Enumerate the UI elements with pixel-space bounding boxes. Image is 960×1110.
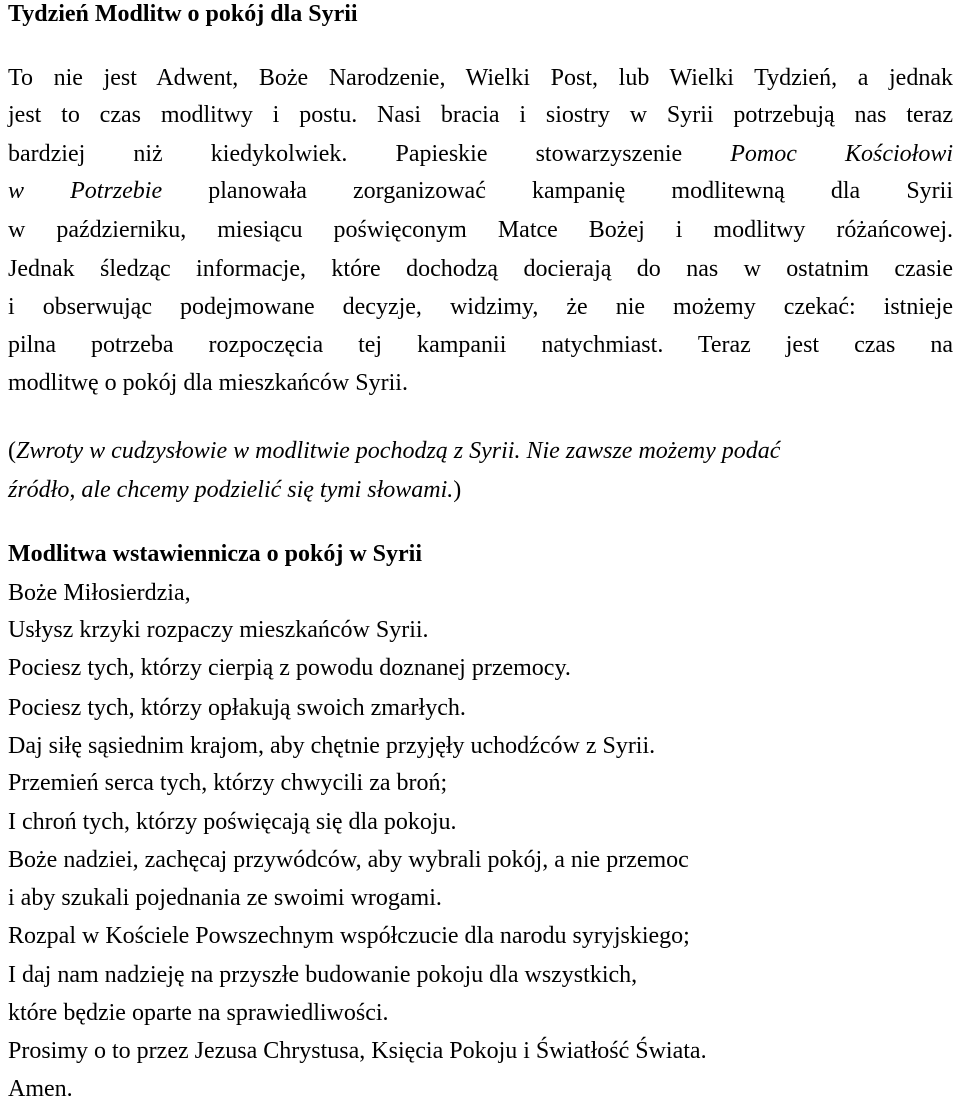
prayer-line: Przemień serca tych, którzy chwycili za broń;	[8, 770, 448, 796]
intro-line: jest to czas modlitwy i postu. Nasi bracia i siostry w Syrii potrzebują nas teraz	[8, 102, 953, 128]
prayer-line: Rozpal w Kościele Powszechnym współczucie dla narodu syryjskiego;	[8, 923, 690, 949]
prayer-line: i aby szukali pojednania ze swoimi wrogami.	[8, 885, 442, 911]
prayer-heading: Modlitwa wstawiennicza o pokój w Syrii	[8, 541, 422, 567]
intro-text: planowała zorganizować kampanię modlitewną dla Syrii	[208, 178, 953, 204]
organization-name-part1: Pomoc Kościołowi	[730, 141, 954, 167]
intro-line: pilna potrzeba rozpoczęcia tej kampanii natychmiast. Teraz jest czas na	[8, 332, 953, 358]
intro-line	[8, 139, 953, 169]
prayer-line: Prosimy o to przez Jezusa Chrystusa, Księcia Pokoju i Światłość Świata.	[8, 1038, 707, 1064]
intro-line: Jednak śledząc informacje, które dochodzą docierają do nas w ostatnim czasie	[8, 256, 953, 282]
note-text: Zwroty w cudzysłowie w modlitwie pochodzą z Syrii. Nie zawsze możemy podać	[16, 438, 781, 464]
prayer-line: I chroń tych, którzy poświęcają się dla pokoju.	[8, 809, 457, 835]
intro-line: i obserwując podejmowane decyzje, widzimy, że nie możemy czekać: istnieje	[8, 294, 953, 320]
note-line	[8, 436, 780, 466]
note-open-paren: (	[8, 438, 16, 464]
organization-name-part2: w Potrzebie	[8, 178, 163, 204]
note-text: źródło, ale chcemy podzielić się tymi słowami.	[8, 477, 454, 503]
prayer-line: Pociesz tych, którzy opłakują swoich zmarłych.	[8, 695, 466, 721]
intro-line: modlitwę o pokój dla mieszkańców Syrii.	[8, 370, 408, 396]
intro-line: w październiku, miesiącu poświęconym Matce Bożej i modlitwy różańcowej.	[8, 217, 953, 243]
intro-text: bardziej niż kiedykolwiek. Papieskie stowarzyszenie	[8, 141, 683, 167]
document-title: Tydzień Modlitw o pokój dla Syrii	[8, 1, 358, 27]
prayer-line: które będzie oparte na sprawiedliwości.	[8, 1000, 389, 1026]
prayer-line: I daj nam nadzieję na przyszłe budowanie pokoju dla wszystkich,	[8, 962, 638, 988]
prayer-line: Daj siłę sąsiednim krajom, aby chętnie przyjęły uchodźców z Syrii.	[8, 733, 656, 759]
note-line	[8, 475, 461, 505]
prayer-line: Boże Miłosierdzia,	[8, 580, 191, 606]
intro-line: To nie jest Adwent, Boże Narodzenie, Wielki Post, lub Wielki Tydzień, a jednak	[8, 65, 953, 91]
prayer-line: Amen.	[8, 1076, 73, 1102]
note-close-paren: )	[453, 477, 462, 503]
prayer-line: Usłysz krzyki rozpaczy mieszkańców Syrii.	[8, 617, 429, 643]
prayer-line: Boże nadziei, zachęcaj przywódców, aby wybrali pokój, a nie przemoc	[8, 847, 689, 873]
prayer-line: Pociesz tych, którzy cierpią z powodu doznanej przemocy.	[8, 655, 571, 681]
intro-line	[8, 176, 953, 206]
